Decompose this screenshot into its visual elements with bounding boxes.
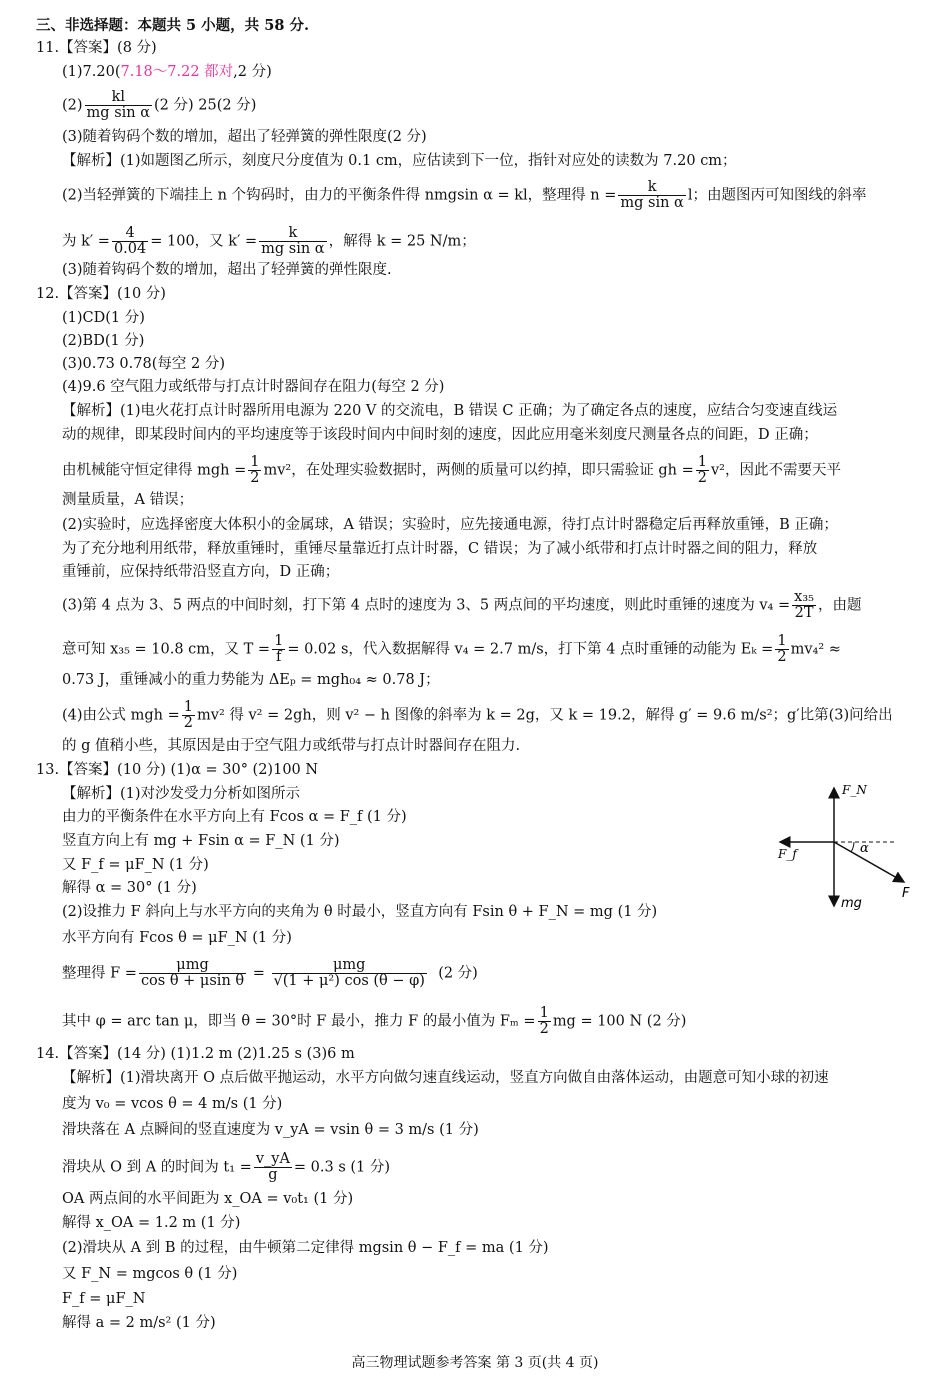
label-fn: F_N [842,783,867,797]
q11-answer-1: (1)7.20(7.18～7.22 都对,2 分) [62,64,272,80]
q14-explain-3: 滑块落在 A 点瞬间的竖直速度为 v_yA = vsin θ = 3 m/s (1 分) [62,1122,479,1138]
fraction: $\frac{kl}{\text{mg sin α}}$ [86,89,151,121]
q13-explain-3: 竖直方向上有 mg + Fsin α = F_N (1 分) [62,833,340,849]
q13-explain-9: 其中 φ = arc tan μ，即当 θ = 30°时 F 最小，推力 F 的最小值为 Fₘ = $\frac{1}{2}$ mg = 100 N (2 分) [62,1005,687,1037]
q13-explain-7: 水平方向有 Fcos θ = μF_N (1 分) [62,930,292,946]
q14-answer-header: 14.【答案】(14 分) (1)1.2 m (2)1.25 s (3)6 m [36,1046,355,1062]
q14-explain-9: F_f = μF_N [62,1291,146,1307]
label-mg: mg [841,896,862,911]
q13-explain-8: 整理得 F = $\frac{\text{μmg}}{\text{cos θ + μsin θ}}$ = $\frac{\text{μmg}}{\text{√(1 + μ²) cos (θ − φ)}}$ (2 分) [62,957,478,989]
q11-answer-2: (2) $\frac{kl}{\text{mg sin α}}$ (2 分) 25(2 分) [62,89,257,121]
q12-explain-12: 的 g 值稍小些，其原因是由于空气阻力或纸带与打点计时器间存在阻力. [62,738,521,754]
q12-explain-10: 0.73 J，重锤减小的重力势能为 ΔEₚ = mgh₀₄ ≈ 0.78 J； [62,672,440,688]
q11-answer-1-note: 7.18～7.22 都对 [120,64,234,80]
q12-answer-2: (2)BD(1 分) [62,333,145,349]
label-ff: F_f [778,847,797,861]
q14-explain-4: 滑块从 O 到 A 的时间为 t₁ = $\frac{v\_yA}{g}$ = 0.3 s (1 分) [62,1151,391,1183]
q11-explain-4: (3)随着钩码个数的增加，超出了轻弹簧的弹性限度. [62,262,392,278]
q14-explain-7: (2)滑块从 A 到 B 的过程，由牛顿第二定律得 mgsin θ − F_f = ma (1 分) [62,1240,549,1256]
q12-explain-5: (2)实验时，应选择密度大体积小的金属球，A 错误；实验时，应先接通电源，待打点计时器稳定后再释放重锤，B 正确； [62,517,838,533]
q12-explain-11: (4)由公式 mgh = $\frac{1}{2}$ mv² 得 v² = 2gh，则 v² − h 图像的斜率为 k = 2g，又 k = 19.2，解得 g′ = 9.6 m/s²；g′比第(3)问给出 [62,699,893,731]
q11-answer-3: (3)随着钩码个数的增加，超出了轻弹簧的弹性限度(2 分) [62,129,427,145]
label-alpha: α [860,841,869,856]
q12-explain-1: 【解析】(1)电火花打点计时器所用电源为 220 V 的交流电，B 错误 C 正确；为了确定各点的速度，应结合匀变速直线运 [62,403,838,419]
push-force-arrow [834,842,904,882]
page-footer: 高三物理试题参考答案 第 3 页(共 4 页) [351,1355,599,1371]
label-f: F [902,886,910,901]
q13-explain-4: 又 F_f = μF_N (1 分) [62,857,209,873]
angle-arc [851,842,854,852]
q14-explain-2: 度为 v₀ = vcos θ = 4 m/s (1 分) [62,1096,283,1112]
q11-answer-header: 11.【答案】(8 分) [36,40,157,56]
q13-explain-2: 由力的平衡条件在水平方向上有 Fcos α = F_f (1 分) [62,809,407,825]
q12-explain-7: 重锤前，应保持纸带沿竖直方向，D 正确； [62,564,340,580]
q12-explain-9: 意可知 x₃₅ = 10.8 cm，又 T = $\frac{1}{f}$ = 0.02 s，代入数据解得 v₄ = 2.7 m/s，打下第 4 点时重锤的动能为 Eₖ = $\frac{1}{2}$ mv₄² ≈ [62,633,841,665]
q14-explain-10: 解得 a = 2 m/s² (1 分) [62,1315,216,1331]
q12-answer-1: (1)CD(1 分) [62,310,145,326]
q14-explain-1: 【解析】(1)滑块离开 O 点后做平抛运动，水平方向做匀速直线运动，竖直方向做自由落体运动，由题意可知小球的初速 [62,1070,829,1086]
q12-answer-header: 12.【答案】(10 分) [36,286,166,302]
q12-explain-8: (3)第 4 点为 3、5 两点的中间时刻，打下第 4 点时的速度为 3、5 两点间的平均速度，则此时重锤的速度为 v₄ = $\frac{\text{x₃₅}}{2T}$ ，由题 [62,589,862,621]
q14-explain-8: 又 F_N = mgcos θ (1 分) [62,1266,238,1282]
q11-explain-2: (2)当轻弹簧的下端挂上 n 个钩码时，由力的平衡条件得 nmgsin α = kl，整理得 n = $\frac{k}{\text{mg sin α}}$ l；由题图丙可知图线的斜率 [62,179,867,211]
q11-explain-3: 为 k′ = $\frac{4}{0.04}$ = 100，又 k′ = $\frac{k}{\text{mg sin α}}$ ，解得 k = 25 N/m； [62,225,476,257]
force-diagram [770,778,920,913]
q12-explain-2: 动的规律，即某段时间内的平均速度等于该段时间内中间时刻的速度，因此应用毫米刻度尺测量各点的间距，D 正确； [62,427,818,443]
q14-explain-5: OA 两点间的水平间距为 x_OA = v₀t₁ (1 分) [62,1191,354,1207]
q13-explain-1: 【解析】(1)对沙发受力分析如图所示 [62,786,301,802]
q12-explain-3: 由机械能守恒定律得 mgh = $\frac{1}{2}$ mv²，在处理实验数据时，两侧的质量可以约掉，即只需验证 gh = $\frac{1}{2}$ v²，因此不需要天平 [62,454,841,486]
q13-explain-5: 解得 α = 30° (1 分) [62,880,197,896]
q14-explain-6: 解得 x_OA = 1.2 m (1 分) [62,1215,241,1231]
q12-answer-3: (3)0.73 0.78(每空 2 分) [62,356,225,372]
q13-explain-6: (2)设推力 F 斜向上与水平方向的夹角为 θ 时最小，竖直方向有 Fsin θ + F_N = mg (1 分) [62,904,658,920]
q11-explain-1: 【解析】(1)如题图乙所示，刻度尺分度值为 0.1 cm，应估读到下一位，指针对应处的读数为 7.20 cm； [62,153,737,169]
q12-explain-6: 为了充分地利用纸带，释放重锤时，重锤尽量靠近打点计时器，C 错误；为了减小纸带和打点计时器之间的阻力，释放 [62,541,818,557]
q12-explain-4: 测量质量，A 错误； [62,492,194,508]
q13-answer-header: 13.【答案】(10 分) (1)α = 30° (2)100 N [36,762,319,778]
section-title: 三、非选择题：本题共 5 小题，共 58 分. [36,17,310,34]
q12-answer-4: (4)9.6 空气阻力或纸带与打点计时器间存在阻力(每空 2 分) [62,379,445,395]
